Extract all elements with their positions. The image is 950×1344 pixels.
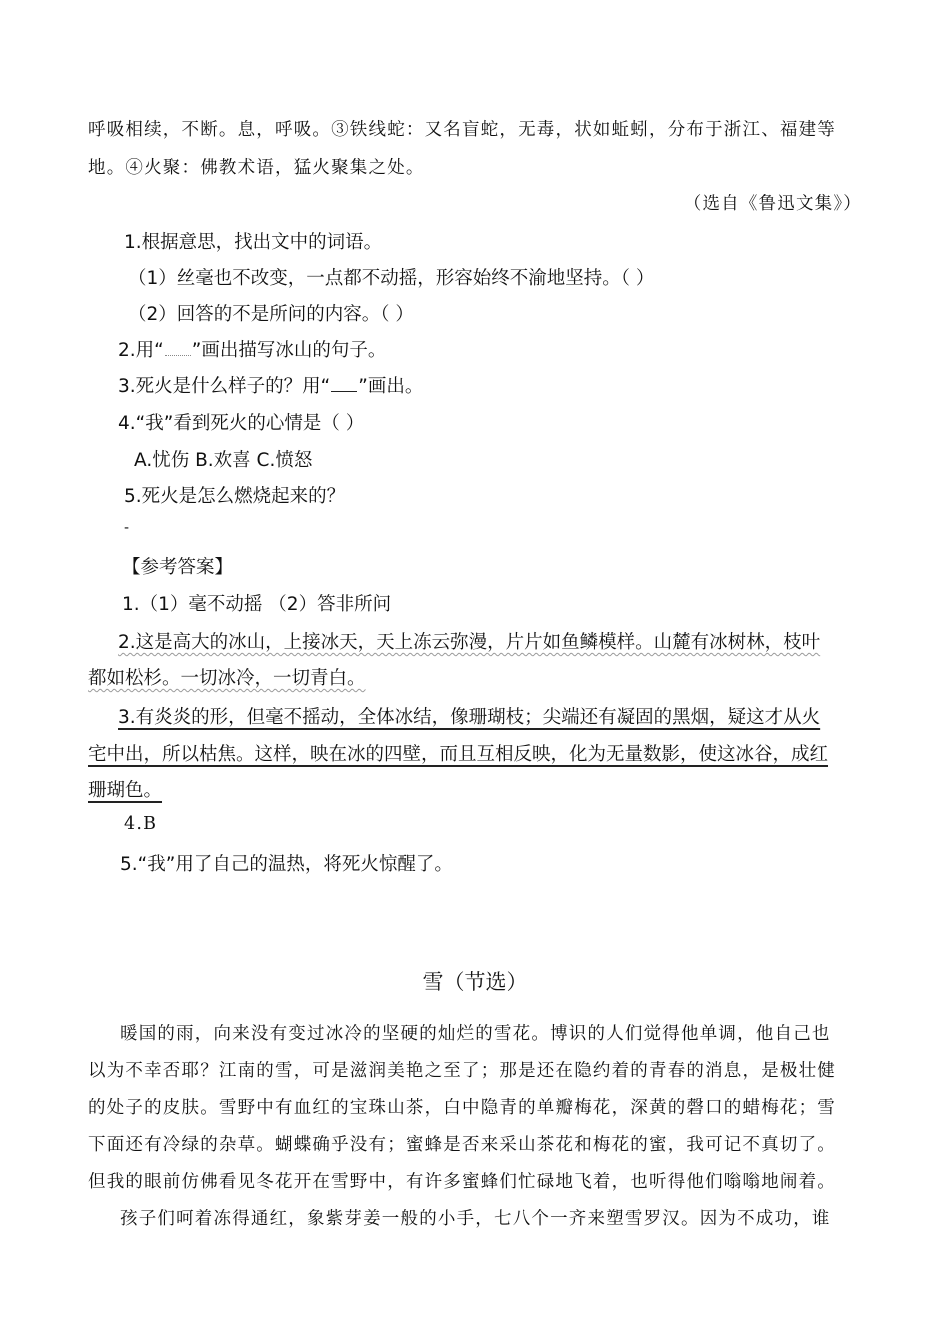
question-4: 4.“我”看到死火的心情是（ ） bbox=[118, 413, 365, 434]
answer-5: 5.“我”用了自己的温热，将死火惊醒了。 bbox=[120, 854, 453, 875]
question-3 bbox=[118, 372, 423, 398]
question-1: 1.根据意思，找出文中的词语。 bbox=[124, 232, 383, 253]
essay-title: 雪（节选） bbox=[422, 970, 528, 994]
answers-heading: 【参考答案】 bbox=[122, 557, 234, 578]
essay-line-4: 下面还有冷绿的杂草。蝴蝶确乎没有；蜜蜂是否来采山茶花和梅花的蜜，我可记不真切了。 bbox=[88, 1135, 836, 1155]
question-2-prefix: 2.用“ bbox=[118, 340, 164, 361]
answer-3-text-2: 宅中出，所以枯焦。这样，映在冰的四壁，而且互相反映，化为无量数影，使这冰谷，成红 bbox=[88, 744, 829, 765]
question-3-prefix: 3.死火是什么样子的？用“ bbox=[118, 376, 331, 397]
answer-2-text-1: 2.这是高大的冰山，上接冰天，天上冻云弥漫，片片如鱼鳞模样。山麓有冰树林，枝叶 bbox=[118, 632, 821, 653]
answer-3-text-1: 3.有炎炎的形，但毫不摇动，全体冰结，像珊瑚枝；尖端还有凝固的黑烟，疑这才从火 bbox=[118, 707, 821, 728]
essay-line-2: 以为不幸否耶？江南的雪，可是滋润美艳之至了；那是还在隐约着的青春的消息，是极壮健 bbox=[88, 1061, 836, 1081]
answer-2-line-1 bbox=[118, 628, 820, 654]
question-3-suffix: ”画出。 bbox=[358, 376, 424, 397]
essay-line-6: 孩子们呵着冻得通红，象紫芽姜一般的小手，七八个一齐来塑雪罗汉。因为不成功，谁 bbox=[120, 1209, 831, 1229]
question-5: 5.死火是怎么燃烧起来的？ bbox=[124, 486, 346, 507]
question-2 bbox=[118, 336, 386, 362]
answer-4: 4.B bbox=[124, 814, 158, 834]
question-4-options: A.忧伤 B.欢喜 C.愤怒 bbox=[134, 450, 313, 471]
answer-3-line-1 bbox=[118, 703, 820, 729]
answer-3-line-3 bbox=[88, 776, 162, 802]
question-1-part-2: （2）回答的不是所问的内容。（ ） bbox=[128, 304, 414, 325]
footnote-line-2: 地。④火聚：佛教术语，猛火聚集之处。 bbox=[88, 158, 425, 178]
question-2-suffix: ”画出描写冰山的句子。 bbox=[191, 340, 387, 361]
question-1-part-1: （1）丝毫也不改变，一点都不动摇，形容始终不渝地坚持。（ ） bbox=[128, 268, 655, 289]
essay-line-5: 但我的眼前仿佛看见冬花开在雪野中，有许多蜜蜂们忙碌地飞着，也听得他们嗡嗡地闹着。 bbox=[88, 1172, 836, 1192]
essay-line-3: 的处子的皮肤。雪野中有血红的宝珠山茶，白中隐青的单瓣梅花，深黄的磬口的蜡梅花；雪 bbox=[88, 1098, 836, 1118]
source-citation: （选自《鲁迅文集》） bbox=[683, 194, 862, 214]
footnote-line-1: 呼吸相续，不断。息，呼吸。③铁线蛇：又名盲蛇，无毒，状如蚯蚓，分布于浙江、福建等 bbox=[88, 120, 836, 140]
answer-1: 1.（1）毫不动摇 （2）答非所问 bbox=[122, 594, 392, 615]
answer-2-line-2 bbox=[88, 664, 366, 690]
answer-3-line-2 bbox=[88, 740, 828, 766]
answer-2-text-2: 都如松杉。一切冰冷，一切青白。 bbox=[88, 668, 366, 689]
answer-3-text-3: 珊瑚色。 bbox=[88, 780, 163, 801]
wavy-line-marker bbox=[165, 343, 191, 356]
straight-line-marker bbox=[331, 377, 357, 392]
dash-mark: - bbox=[124, 520, 130, 536]
essay-line-1: 暖国的雨，向来没有变过冰冷的坚硬的灿烂的雪花。博识的人们觉得他单调，他自己也 bbox=[120, 1024, 831, 1044]
